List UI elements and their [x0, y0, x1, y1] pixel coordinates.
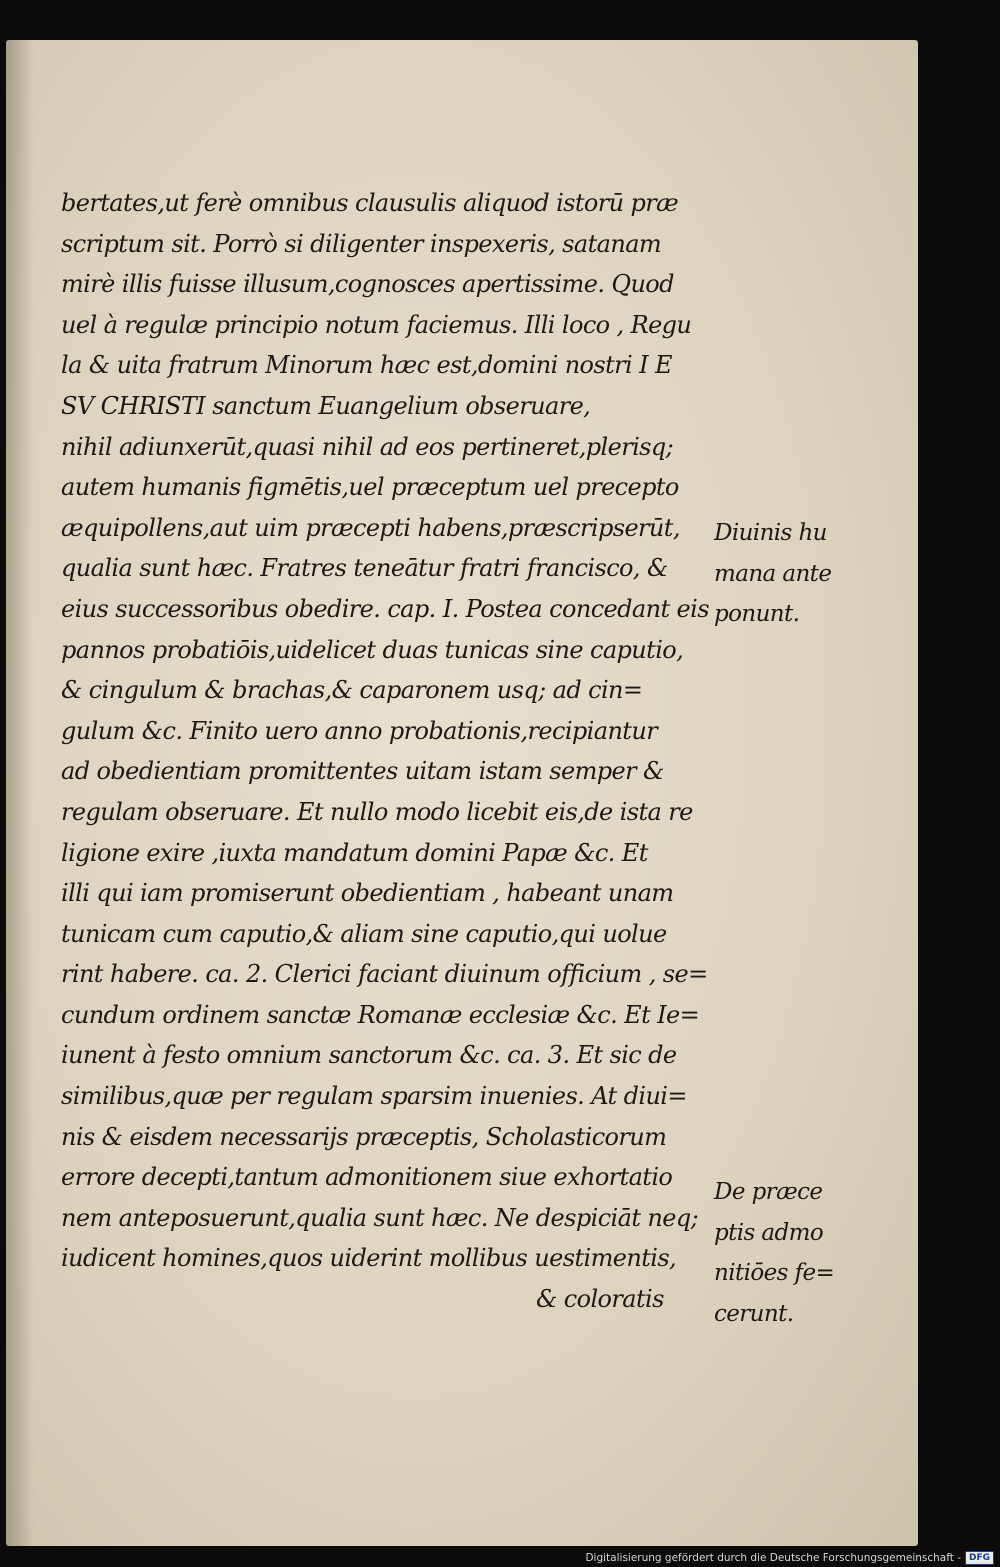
- text-line: iudicent homines,quos uiderint mollibus uestimentis,: [61, 1244, 677, 1273]
- book-page: [6, 40, 918, 1546]
- text-line: nis & eisdem necessarijs præceptis, Scholasticorum: [61, 1122, 667, 1151]
- marginal-note-line: ptis admo: [714, 1219, 824, 1246]
- marginal-note-line: ponunt.: [714, 601, 800, 628]
- text-line: illi qui iam promiserunt obedientiam , habeant unam: [61, 879, 674, 908]
- dfg-logo: DFG: [965, 1551, 994, 1565]
- text-line: ad obedientiam promittentes uitam istam semper &: [61, 757, 664, 786]
- marginal-note: [714, 513, 904, 635]
- text-line: autem humanis figmētis,uel præceptum uel precepto: [61, 473, 679, 502]
- text-line: mirè illis fuisse illusum,cognosces apertissime. Quod: [61, 270, 674, 299]
- text-line: cundum ordinem sanctæ Romanæ ecclesiæ &c. Et Ie=: [61, 1000, 700, 1029]
- text-line: pannos probatiōis,uidelicet duas tunicas sine caputio,: [61, 635, 684, 664]
- text-line: gulum &c. Finito uero anno probationis,recipiantur: [61, 716, 658, 745]
- marginal-note-line: De præce: [714, 1179, 823, 1205]
- marginal-note-line: cerunt.: [714, 1300, 794, 1327]
- text-line: errore decepti,tantum admonitionem siue exhortatio: [61, 1163, 673, 1192]
- text-line: tunicam cum caputio,& aliam sine caputio,qui uolue: [61, 919, 667, 948]
- catchword: & coloratis: [536, 1285, 664, 1314]
- marginal-note-line: mana ante: [714, 560, 832, 587]
- marginal-note-line: nitiōes fe=: [714, 1260, 835, 1287]
- text-line: æquipollens,aut uim præcepti habens,præscripserūt,: [61, 513, 680, 542]
- text-line: SV CHRISTI sanctum Euangelium obseruare,: [61, 391, 591, 420]
- text-line: iunent à festo omnium sanctorum &c. ca. 3. Et sic de: [61, 1041, 677, 1070]
- text-line: nihil adiunxerūt,quasi nihil ad eos pertineret,plerisq;: [61, 432, 674, 461]
- digitization-credit: [585, 1551, 994, 1565]
- text-line: eius successoribus obedire. cap. I. Postea concedant eis: [61, 594, 709, 623]
- marginal-note-line: Diuinis hu: [714, 520, 827, 546]
- text-line: bertates,ut ferè omnibus clausulis aliquod istorū præ: [61, 189, 679, 217]
- text-line: uel à regulæ principio notum faciemus. Illi loco , Regu: [61, 310, 692, 339]
- text-line: regulam obseruare. Et nullo modo licebit eis,de ista re: [61, 797, 693, 826]
- text-line: la & uita fratrum Minorum hæc est,domini nostri I E: [61, 351, 672, 380]
- text-line: ligione exire ,iuxta mandatum domini Papæ &c. Et: [61, 838, 648, 867]
- text-line: qualia sunt hæc. Fratres teneātur fratri francisco, &: [61, 554, 668, 583]
- text-line: & cingulum & brachas,& caparonem usq; ad cin=: [61, 676, 643, 705]
- credit-text: Digitalisierung gefördert durch die Deutsche Forschungsgemeinschaft -: [585, 1552, 961, 1564]
- text-line: rint habere. ca. 2. Clerici faciant diuinum officium , se=: [61, 960, 708, 989]
- text-line: similibus,quæ per regulam sparsim inuenies. At diui=: [61, 1082, 687, 1111]
- text-line: scriptum sit. Porrò si diligenter inspexeris, satanam: [61, 229, 662, 258]
- main-text-block: [61, 183, 711, 1320]
- marginal-note: [714, 1172, 904, 1334]
- text-line: nem anteposuerunt,qualia sunt hæc. Ne despiciāt neq;: [61, 1203, 699, 1232]
